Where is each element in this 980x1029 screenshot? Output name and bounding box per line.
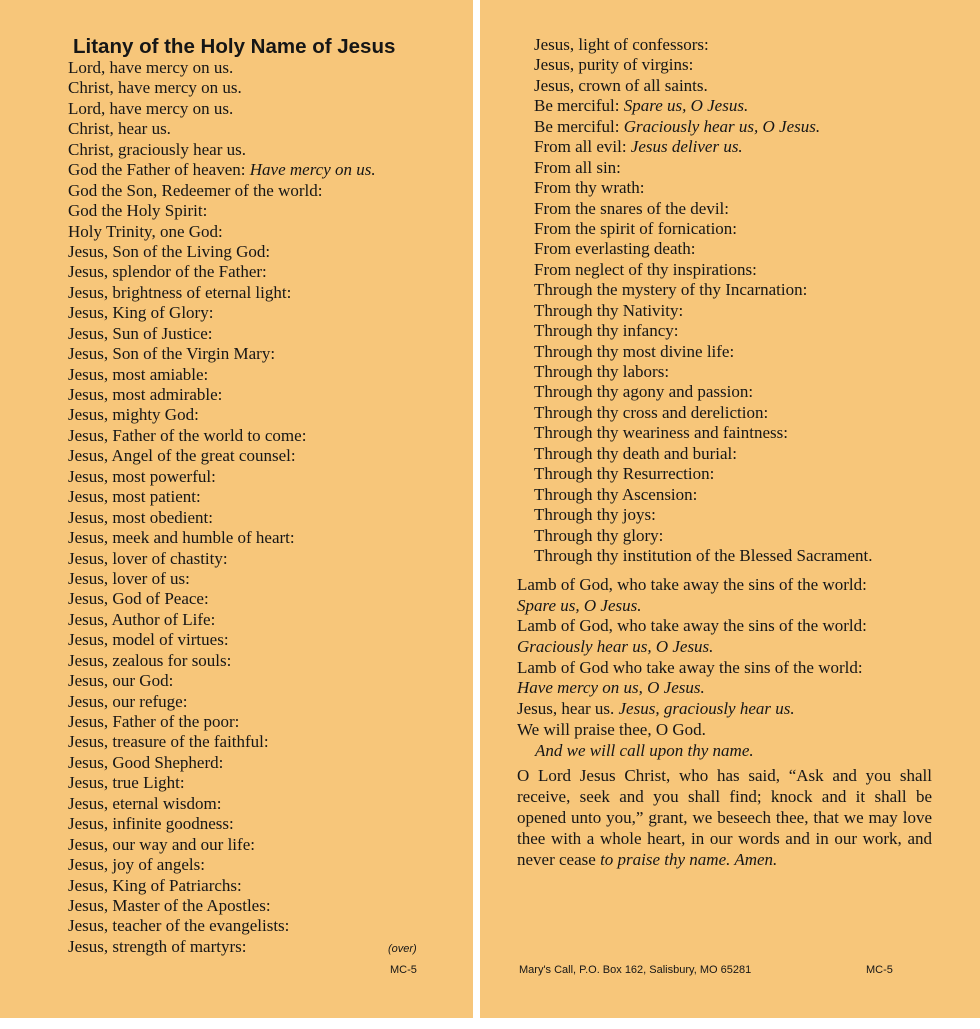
invocation-line	[534, 485, 873, 505]
response-text: Graciously hear us, O Jesus.	[623, 116, 821, 136]
invocation-line	[534, 362, 873, 382]
invocation-text: Jesus, true Light:	[68, 773, 185, 793]
invocation-line	[68, 773, 376, 793]
invocation-text: Jesus, lover of chastity:	[68, 548, 228, 568]
invocation-line	[534, 96, 873, 116]
invocation-line	[68, 283, 376, 303]
invocation-text: God the Son, Redeemer of the world:	[68, 180, 323, 200]
closing-text: Lamb of God, who take away the sins of the world:	[517, 616, 867, 636]
invocation-line	[68, 405, 376, 425]
invocation-line	[534, 382, 873, 402]
invocation-text: Jesus, crown of all saints.	[534, 75, 708, 95]
invocation-text: Through thy weariness and faintness:	[534, 423, 788, 443]
invocation-line	[68, 344, 376, 364]
invocation-line	[68, 753, 376, 773]
invocation-text: Through thy most divine life:	[534, 341, 735, 361]
closing-text: Jesus, hear us.	[517, 699, 619, 719]
response-text: Spare us, O Jesus.	[623, 96, 749, 116]
invocation-line	[68, 896, 376, 916]
invocation-text: Jesus, most admirable:	[68, 385, 223, 404]
invocation-text: Jesus, Master of the Apostles:	[68, 895, 271, 915]
invocation-line	[68, 630, 376, 650]
invocation-text: Christ, graciously hear us.	[68, 139, 246, 159]
invocation-line	[534, 403, 873, 423]
invocation-text: Through thy Nativity:	[534, 300, 684, 320]
invocation-text: God the Father of heaven:	[68, 160, 250, 180]
invocation-line	[68, 589, 376, 609]
invocation-line	[68, 58, 376, 78]
invocation-text: Through thy infancy:	[534, 321, 679, 341]
invocation-text: Jesus, Father of the world to come:	[68, 425, 307, 445]
closing-text: We will praise thee, O God.	[517, 719, 706, 739]
invocation-line	[68, 222, 376, 242]
invocation-text: Jesus, model of virtues:	[68, 630, 229, 650]
invocation-text: From everlasting death:	[534, 239, 696, 259]
invocation-line	[68, 78, 376, 98]
invocation-line	[68, 201, 376, 221]
closing-line	[517, 596, 867, 617]
invocation-text: Jesus, most amiable:	[68, 364, 209, 384]
invocation-text: Jesus, Angel of the great counsel:	[68, 446, 296, 466]
closing-response: Jesus, graciously hear us.	[618, 699, 795, 719]
invocation-text: Jesus, Good Shepherd:	[68, 752, 224, 772]
invocation-text: Through thy Resurrection:	[534, 464, 715, 484]
invocation-text: From all evil:	[534, 137, 631, 157]
invocation-text: Jesus, purity of virgins:	[534, 55, 694, 75]
publisher-address: Mary's Call, P.O. Box 162, Salisbury, MO 65281	[519, 964, 752, 976]
invocation-line	[68, 426, 376, 446]
invocation-line	[534, 178, 873, 198]
invocation-text: Be merciful:	[534, 96, 624, 116]
prayer-text: O Lord Jesus Christ, who has said, “Ask and you shall receive, seek and you shall find; knock and it shall be opened unto you,” grant, we beseech thee, that we may love thee with a whole heart, in our words and in our work, and never cease	[517, 766, 932, 869]
closing-prayer	[517, 765, 932, 870]
invocation-text: From thy wrath:	[534, 178, 645, 198]
left-form-code: MC-5	[390, 964, 417, 976]
invocation-line	[534, 546, 873, 566]
closing-line	[517, 658, 867, 679]
closing-text: Lamb of God, who take away the sins of the world:	[517, 575, 867, 594]
invocation-line	[68, 610, 376, 630]
invocation-text: Jesus, strength of martyrs:	[68, 936, 247, 956]
invocation-text: Jesus, most patient:	[68, 487, 201, 507]
invocation-line	[68, 385, 376, 405]
invocation-text: Jesus, King of Patriarchs:	[68, 875, 242, 895]
invocation-text: Through thy agony and passion:	[534, 382, 754, 402]
invocation-text: Jesus, mighty God:	[68, 405, 199, 425]
invocation-text: Jesus, joy of angels:	[68, 855, 205, 875]
invocation-line	[68, 835, 376, 855]
invocation-text: Jesus, our refuge:	[68, 691, 188, 711]
invocation-line	[68, 794, 376, 814]
invocation-line	[534, 526, 873, 546]
closing-response: Have mercy on us, O Jesus.	[517, 678, 705, 698]
invocation-text: From all sin:	[534, 157, 621, 177]
invocation-text: Christ, hear us.	[68, 119, 171, 139]
invocation-line	[68, 324, 376, 344]
invocation-line	[68, 365, 376, 385]
over-note: (over)	[388, 943, 417, 955]
prayer-ending: to praise thy name. Amen.	[600, 850, 778, 869]
invocation-line	[68, 712, 376, 732]
invocation-line	[68, 303, 376, 323]
invocation-line	[68, 160, 376, 180]
invocation-line	[534, 280, 873, 300]
closing-line	[517, 741, 867, 762]
invocation-line	[68, 732, 376, 752]
invocation-line	[534, 321, 873, 341]
invocation-text: Jesus, brightness of eternal light:	[68, 282, 292, 302]
invocation-text: Holy Trinity, one God:	[68, 221, 223, 241]
invocation-text: Jesus, splendor of the Father:	[68, 262, 267, 282]
invocation-text: Lord, have mercy on us.	[68, 98, 234, 118]
invocation-line	[68, 855, 376, 875]
invocation-line	[534, 35, 873, 55]
invocation-line	[68, 692, 376, 712]
invocation-text: Christ, have mercy on us.	[68, 78, 242, 98]
invocation-line	[534, 55, 873, 75]
invocation-line	[68, 876, 376, 896]
invocation-line	[68, 242, 376, 262]
invocation-line	[534, 239, 873, 259]
invocation-text: Jesus, most powerful:	[68, 466, 216, 486]
invocation-text: Jesus, Sun of Justice:	[68, 323, 213, 343]
closing-line	[517, 575, 867, 596]
invocation-line	[534, 464, 873, 484]
invocation-text: Jesus, treasure of the faithful:	[68, 732, 269, 752]
invocation-text: Jesus, Author of Life:	[68, 609, 216, 629]
invocation-line	[534, 260, 873, 280]
invocation-line	[68, 651, 376, 671]
closing-response: Graciously hear us, O Jesus.	[517, 637, 714, 657]
invocation-line	[68, 549, 376, 569]
invocation-text: Jesus, our God:	[68, 671, 174, 691]
invocation-line	[68, 181, 376, 201]
closing-line	[517, 616, 867, 637]
invocation-line	[534, 117, 873, 137]
invocation-text: Jesus, eternal wisdom:	[68, 793, 222, 813]
closing-line	[517, 720, 867, 741]
closing-lines	[517, 575, 867, 761]
invocation-text: Through the mystery of thy Incarnation:	[534, 280, 808, 300]
invocation-text: Jesus, infinite goodness:	[68, 814, 234, 834]
invocation-text: Through thy institution of the Blessed Sacrament.	[534, 545, 873, 565]
invocation-line	[68, 508, 376, 528]
right-invocation-list	[534, 35, 873, 566]
invocation-line	[534, 158, 873, 178]
response-text: Have mercy on us.	[249, 160, 376, 180]
invocation-line	[68, 916, 376, 936]
invocation-text: Jesus, lover of us:	[68, 568, 190, 588]
invocation-line	[68, 937, 376, 957]
invocation-line	[534, 342, 873, 362]
invocation-line	[68, 446, 376, 466]
invocation-text: Jesus, teacher of the evangelists:	[68, 916, 290, 936]
invocation-text: Jesus, Father of the poor:	[68, 712, 240, 731]
closing-response: Spare us, O Jesus.	[517, 595, 642, 615]
closing-line	[517, 678, 867, 699]
invocation-text: Jesus, Son of the Living God:	[68, 241, 271, 261]
invocation-text: Jesus, most obedient:	[68, 507, 213, 527]
closing-text: Lamb of God who take away the sins of the world:	[517, 657, 863, 677]
invocation-text: From neglect of thy inspirations:	[534, 259, 757, 279]
closing-line	[517, 699, 867, 720]
invocation-text: From the spirit of fornication:	[534, 218, 738, 238]
invocation-line	[68, 528, 376, 548]
invocation-line	[534, 444, 873, 464]
invocation-text: Lord, have mercy on us.	[68, 58, 234, 77]
invocation-line	[534, 199, 873, 219]
right-form-code: MC-5	[866, 964, 893, 976]
invocation-text: Jesus, meek and humble of heart:	[68, 528, 295, 548]
closing-line	[517, 637, 867, 658]
invocation-line	[68, 99, 376, 119]
invocation-text: Through thy glory:	[534, 525, 664, 545]
invocation-text: From the snares of the devil:	[534, 198, 729, 218]
invocation-text: Jesus, King of Glory:	[68, 303, 214, 323]
invocation-text: Jesus, Son of the Virgin Mary:	[68, 344, 276, 364]
page-title: Litany of the Holy Name of Jesus	[73, 35, 396, 58]
invocation-line	[534, 219, 873, 239]
invocation-text: Through thy labors:	[534, 362, 670, 381]
invocation-line	[534, 76, 873, 96]
invocation-text: Jesus, zealous for souls:	[68, 650, 232, 670]
invocation-line	[68, 119, 376, 139]
closing-response: And we will call upon thy name.	[535, 740, 754, 760]
invocation-text: Through thy cross and dereliction:	[534, 402, 769, 422]
invocation-line	[68, 487, 376, 507]
invocation-line	[534, 137, 873, 157]
invocation-text: Through thy joys:	[534, 505, 656, 525]
invocation-line	[534, 505, 873, 525]
invocation-line	[534, 301, 873, 321]
invocation-text: Jesus, our way and our life:	[68, 834, 255, 854]
response-text: Jesus deliver us.	[630, 137, 743, 157]
invocation-text: Through thy death and burial:	[534, 443, 738, 463]
invocation-text: Through thy Ascension:	[534, 484, 698, 504]
invocation-line	[68, 140, 376, 160]
invocation-line	[534, 423, 873, 443]
invocation-line	[68, 262, 376, 282]
left-invocation-list	[68, 58, 376, 957]
invocation-text: Jesus, God of Peace:	[68, 589, 209, 609]
invocation-text: Jesus, light of confessors:	[534, 35, 709, 54]
invocation-line	[68, 671, 376, 691]
invocation-text: Be merciful:	[534, 116, 624, 136]
invocation-line	[68, 569, 376, 589]
invocation-line	[68, 467, 376, 487]
invocation-line	[68, 814, 376, 834]
invocation-text: God the Holy Spirit:	[68, 201, 208, 221]
